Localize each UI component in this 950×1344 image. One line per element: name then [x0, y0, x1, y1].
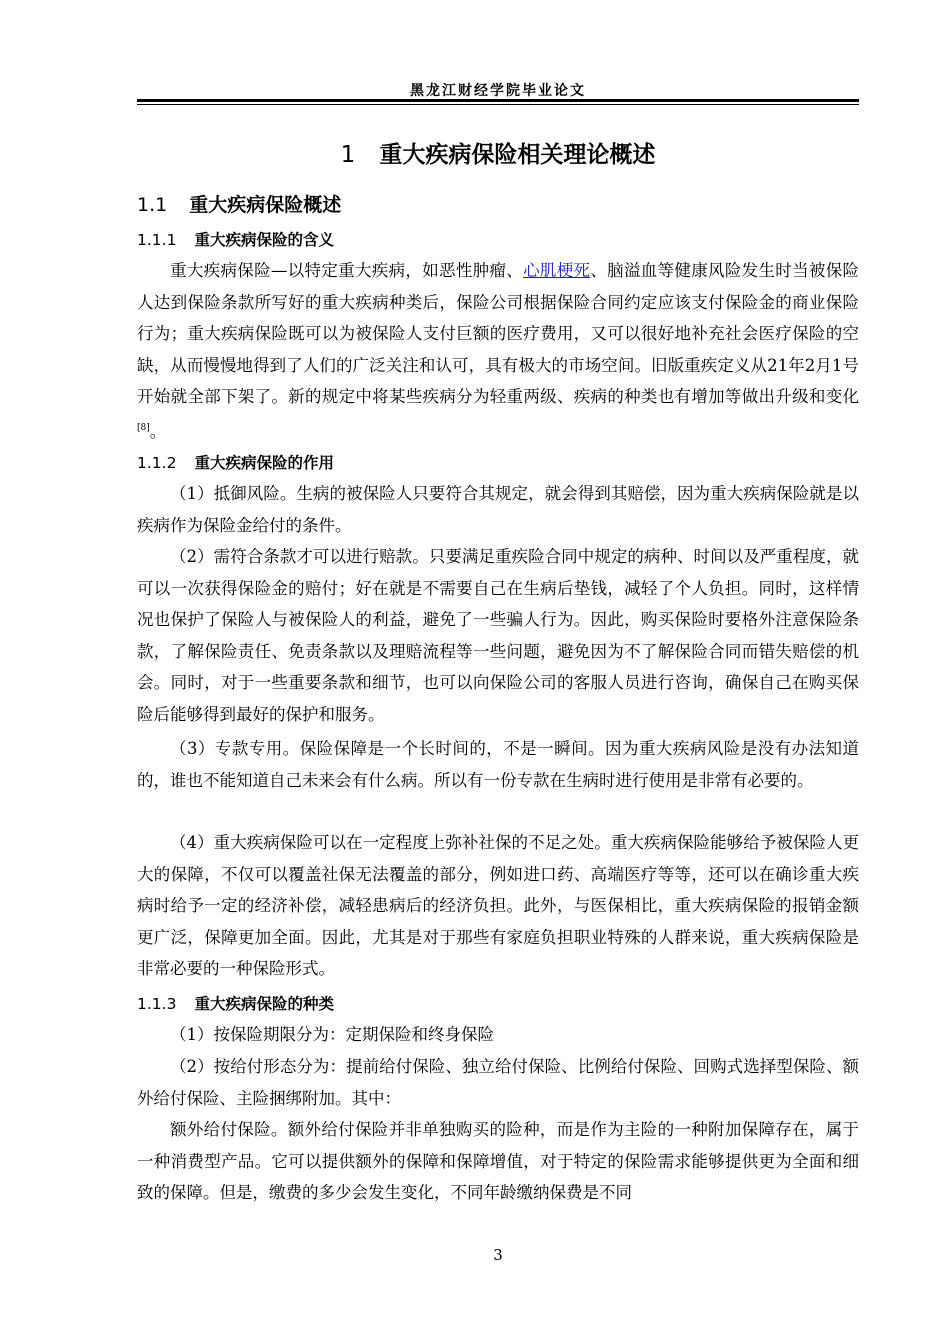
paragraph-text: 、脑溢血等健康风险发生时当被保险人达到保险条款所写好的重大疾病种类后，保险公司根据保险合同约定应该支付保险金的商业保险行为；重大疾病保险既可以为被保险人支付巨额的医疗费用，又可以很好地补充社会医疗保险的空缺，从而慢慢地得到了人们的广泛关注和认可，具有极大的市场空间。旧版重疾定义从21年2月1号开始就全部下架了。新的规定中将某些疾病分为轻重两级、疾病的种类也有增加等做出升级和变化 [137, 261, 859, 407]
paragraph-function-2: （2）需符合条款才可以进行赔款。只要满足重疾险合同中规定的病种、时间以及严重程度，就可以一次获得保险金的赔付；好在就是不需要自己在生病后垫钱，减轻了个人负担。同时，这样情况也保护了保险人与被保险人的利益，避免了一些骗人行为。因此，购买保险时要格外注意保险条款，了解保险责任、免责条款以及理赔流程等一些问题，避免因为不了解保险合同而错失赔偿的机会。同时，对于一些重要条款和细节，也可以向保险公司的客服人员进行咨询，确保自己在购买保险后能够得到最好的保护和服务。 [137, 547, 859, 724]
chapter-number: 1 [340, 142, 356, 168]
citation-ref: [8] [137, 422, 150, 433]
header-rule-thick [137, 99, 859, 102]
subsection-number: 1.1.1 [137, 231, 177, 249]
paragraph-types-3: 额外给付保险。额外给付保险并非单独购买的险种，而是作为主险的一种附加保障存在，属于一种消费型产品。它可以提供额外的保障和保障增值，对于特定的保险需求能够提供更为全面和细致的保障。但是，缴费的多少会发生变化，不同年龄缴纳保费是不同 [137, 1120, 859, 1203]
header-rule-thin [137, 104, 859, 105]
paragraph-function-3: （3）专款专用。保险保障是一个长时间的，不是一瞬间。因为重大疾病风险是没有办法知道的，谁也不能知道自己未来会有什么病。所以有一份专款在生病时进行使用是非常有必要的。 [137, 739, 859, 790]
subsection-number: 1.1.2 [137, 454, 177, 472]
running-header: 黑龙江财经学院毕业论文 [410, 83, 586, 99]
page-number: 3 [493, 1246, 503, 1264]
paragraph-function-1: （1）抵御风险。生病的被保险人只要符合其规定，就会得到其赔偿，因为重大疾病保险就是以疾病作为保险金给付的条件。 [137, 484, 859, 535]
subsection-heading-1-1-1 [137, 228, 334, 250]
section-number: 1.1 [137, 194, 168, 216]
subsection-title: 重大疾病保险的种类 [194, 995, 334, 1013]
paragraph-types-1: （1）按保险期限分为：定期保险和终身保险 [170, 1025, 494, 1044]
paragraph-function-4: （4）重大疾病保险可以在一定程度上弥补社保的不足之处。重大疾病保险能够给予被保险人更大的保障，不仅可以覆盖社保无法覆盖的部分，例如进口药、高端医疗等等，还可以在确诊重大疾病时给予一定的经济补偿，减轻患病后的经济负担。此外，与医保相比，重大疾病保险的报销金额更广泛，保障更加全面。因此，尤其是对于那些有家庭负担职业特殊的人群来说，重大疾病保险是非常必要的一种保险形式。 [137, 833, 859, 979]
paragraph-text: 重大疾病保险—以特定重大疾病，如恶性肿瘤、 [170, 261, 524, 280]
subsection-heading-1-1-3 [137, 992, 334, 1014]
subsection-title: 重大疾病保险的含义 [194, 231, 334, 249]
section-title: 重大疾病保险概述 [189, 194, 342, 216]
myocardial-infarction-link[interactable]: 心肌梗死 [523, 261, 591, 280]
paragraph-types-2: （2）按给付形态分为：提前给付保险、独立给付保险、比例给付保险、回购式选择型保险、额外给付保险、主险捆绑附加。其中： [137, 1057, 859, 1108]
subsection-title: 重大疾病保险的作用 [194, 454, 334, 472]
subsection-number: 1.1.3 [137, 995, 177, 1013]
chapter-heading [137, 136, 859, 169]
subsection-heading-1-1-2 [137, 451, 334, 473]
paragraph-text: 。 [149, 421, 167, 441]
section-heading-1-1 [137, 190, 341, 217]
chapter-title: 重大疾病保险相关理论概述 [379, 142, 656, 168]
paragraph-definition [137, 255, 859, 448]
